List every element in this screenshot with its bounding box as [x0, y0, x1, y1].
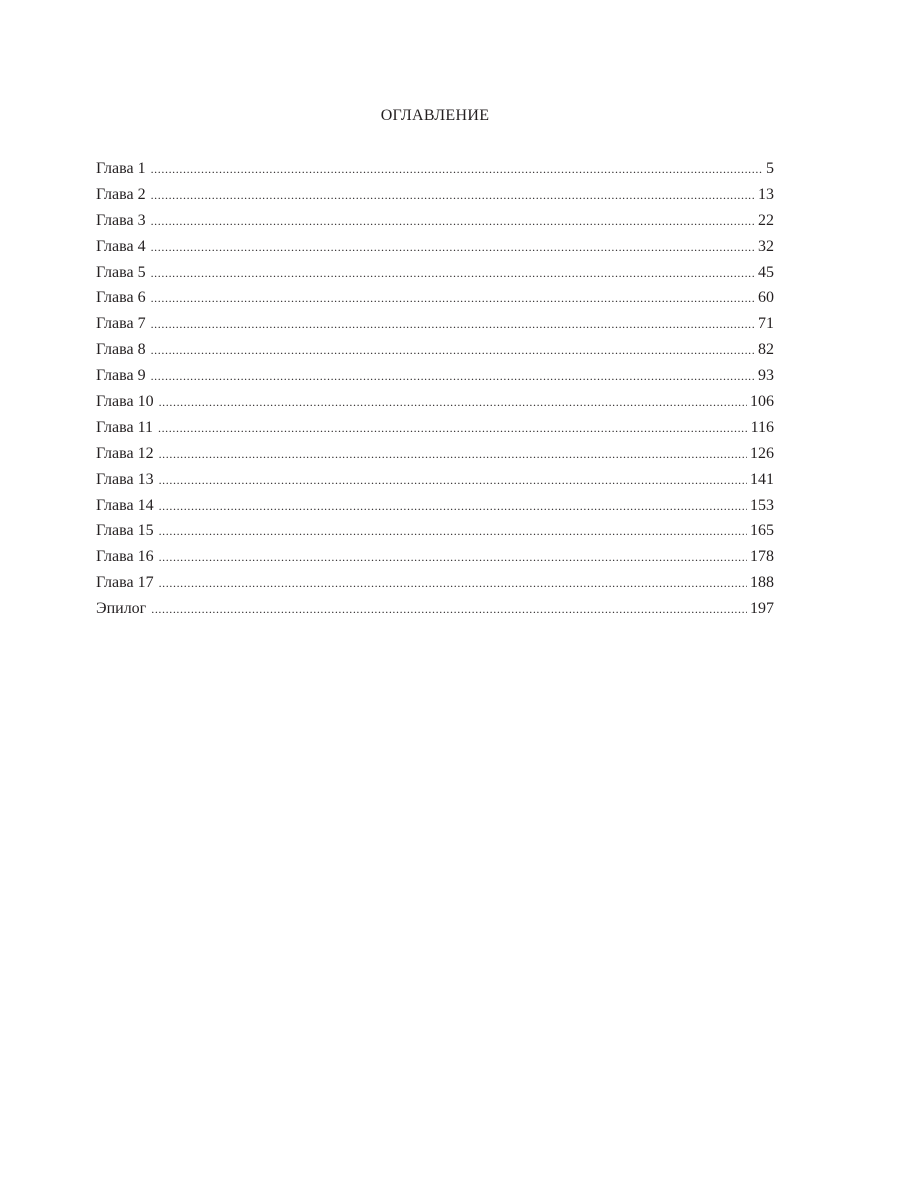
- toc-entry-page: 178: [750, 548, 774, 566]
- toc-leader-dots: [159, 519, 747, 544]
- toc-entry[interactable]: [96, 208, 774, 234]
- toc-leader-dots: [151, 183, 755, 208]
- toc-entry-page: 197: [750, 600, 774, 618]
- toc-entry-page: 71: [758, 315, 774, 333]
- toc-entry-label: Глава 6: [96, 289, 146, 307]
- toc-entry[interactable]: [96, 182, 774, 208]
- toc-leader-dots: [151, 261, 755, 286]
- toc-entry-page: 32: [758, 237, 774, 255]
- toc-entry[interactable]: [96, 570, 774, 596]
- toc-entry-label: Глава 1: [96, 160, 146, 177]
- toc-list: [96, 156, 774, 622]
- toc-leader-dots: [151, 364, 755, 389]
- toc-leader-dots: [151, 597, 747, 622]
- toc-leader-dots: [159, 390, 747, 415]
- toc-entry-label: Глава 8: [96, 341, 146, 359]
- toc-entry[interactable]: [96, 285, 774, 311]
- toc-entry-page: 82: [758, 341, 774, 359]
- toc-leader-dots: [151, 235, 755, 260]
- toc-entry[interactable]: [96, 363, 774, 389]
- toc-entry[interactable]: [96, 415, 774, 441]
- toc-entry[interactable]: [96, 260, 774, 286]
- toc-entry-page: 5: [766, 160, 774, 177]
- toc-entry-page: 60: [758, 289, 774, 307]
- toc-entry[interactable]: [96, 156, 774, 182]
- toc-leader-dots: [151, 286, 755, 311]
- toc-entry-page: 141: [750, 470, 774, 488]
- toc-entry-label: Глава 14: [96, 496, 154, 514]
- toc-entry-label: Глава 11: [96, 418, 153, 436]
- toc-entry[interactable]: [96, 544, 774, 570]
- toc-entry-label: Глава 12: [96, 444, 154, 462]
- toc-leader-dots: [151, 338, 755, 363]
- toc-entry-label: Эпилог: [96, 600, 147, 618]
- toc-entry[interactable]: [96, 493, 774, 519]
- toc-entry-page: 165: [750, 522, 774, 540]
- toc-leader-dots: [159, 442, 747, 467]
- toc-entry-page: 106: [750, 393, 774, 411]
- toc-leader-dots: [151, 312, 755, 337]
- toc-leader-dots: [151, 209, 755, 234]
- toc-entry-label: Глава 4: [96, 237, 146, 255]
- toc-leader-dots: [159, 545, 747, 570]
- toc-entry[interactable]: [96, 337, 774, 363]
- toc-leader-dots: [151, 157, 763, 182]
- toc-entry-page: 13: [758, 185, 774, 203]
- toc-entry-page: 153: [750, 496, 774, 514]
- toc-entry-label: Глава 10: [96, 393, 154, 411]
- toc-entry[interactable]: [96, 467, 774, 493]
- toc-leader-dots: [158, 416, 748, 441]
- toc-entry[interactable]: [96, 441, 774, 467]
- toc-entry[interactable]: [96, 234, 774, 260]
- toc-entry[interactable]: [96, 518, 774, 544]
- toc-entry-label: Глава 2: [96, 185, 146, 203]
- toc-entry[interactable]: [96, 311, 774, 337]
- toc-entry[interactable]: [96, 596, 774, 622]
- toc-entry-label: Глава 17: [96, 574, 154, 592]
- toc-entry-label: Глава 3: [96, 211, 146, 229]
- toc-entry-label: Глава 7: [96, 315, 146, 333]
- toc-entry-label: Глава 15: [96, 522, 154, 540]
- toc-entry[interactable]: [96, 389, 774, 415]
- toc-entry-label: Глава 5: [96, 263, 146, 281]
- toc-entry-page: 22: [758, 211, 774, 229]
- toc-leader-dots: [159, 571, 747, 596]
- toc-entry-page: 116: [750, 418, 774, 436]
- toc-entry-label: Глава 9: [96, 367, 146, 385]
- toc-entry-page: 188: [750, 574, 774, 592]
- toc-leader-dots: [159, 494, 747, 519]
- toc-title: ОГЛАВЛЕНИЕ: [380, 107, 490, 124]
- toc-entry-page: 93: [758, 367, 774, 385]
- toc-leader-dots: [159, 468, 747, 493]
- toc-entry-page: 126: [750, 444, 774, 462]
- toc-entry-page: 45: [758, 263, 774, 281]
- toc-entry-label: Глава 13: [96, 470, 154, 488]
- toc-entry-label: Глава 16: [96, 548, 154, 566]
